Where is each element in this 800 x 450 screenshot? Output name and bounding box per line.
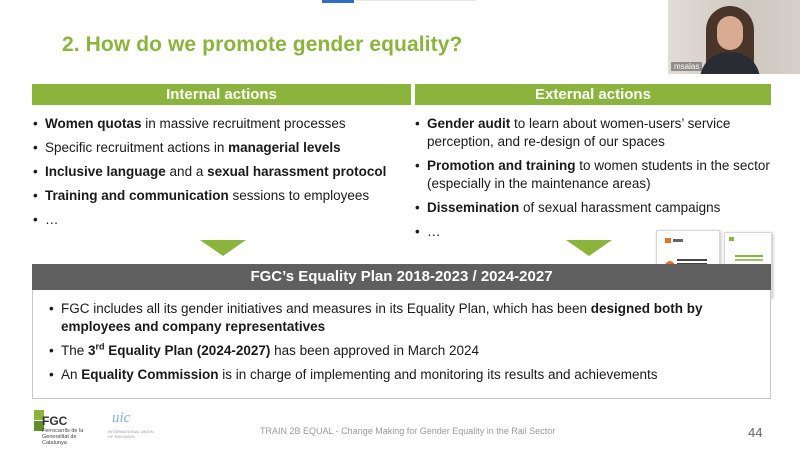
uic-logo-text: uic <box>112 410 131 426</box>
document-title-lines <box>677 259 707 261</box>
top-divider-line <box>356 0 476 1</box>
page-number: 44 <box>748 425 763 440</box>
list-item: • Dissemination of sexual harassment campaigns <box>415 199 775 217</box>
list-item: • FGC includes all its gender initiatives and measures in its Equality Plan, which has been designed both by employees and company representatives <box>49 300 739 336</box>
equality-plan-list <box>49 300 739 390</box>
uic-logo <box>108 408 158 438</box>
participant-video-tile[interactable] <box>668 0 800 74</box>
list-item: • Promotion and training to women students in the sector (especially in the maintenance areas) <box>415 157 775 193</box>
list-item: • Gender audit to learn about women-users’ service perception, and re-design of our spaces <box>415 115 775 151</box>
list-item: • … <box>33 211 403 229</box>
list-item: • Inclusive language and a sexual harassment protocol <box>33 163 403 181</box>
document-logo-text <box>673 239 683 242</box>
list-item: • The 3rd Equality Plan (2024-2027) has been approved in March 2024 <box>49 342 739 360</box>
slide-footer: TRAIN 2B EQUAL - Change Making for Gender Equality in the Rail Sector <box>260 426 556 436</box>
list-item: • … <box>415 223 775 241</box>
list-item: • An Equality Commission is in charge of implementing and monitoring its results and achievements <box>49 366 739 384</box>
list-item: • Specific recruitment actions in managerial levels <box>33 139 403 157</box>
participant-face <box>717 16 743 50</box>
fgc-logo <box>34 408 94 448</box>
document-logo-icon <box>729 237 734 241</box>
external-actions-header: External actions <box>415 84 771 105</box>
participant-name-label: msalas <box>671 62 702 71</box>
arrow-down-icon <box>566 240 612 256</box>
uic-logo-subtitle: INTERNATIONAL UNION OF RAILWAYS <box>108 429 154 439</box>
internal-actions-header: Internal actions <box>32 84 411 105</box>
slide-title: 2. How do we promote gender equality? <box>62 33 463 56</box>
list-item: • Women quotas in massive recruitment processes <box>33 115 403 133</box>
fgc-logo-subtitle: Ferrocarrils de la Generalitat de Catalunya <box>42 428 84 446</box>
fgc-logo-text: FGC <box>42 414 68 428</box>
equality-plan-header: FGC’s Equality Plan 2018-2023 / 2024-2027 <box>32 264 771 290</box>
top-accent-line <box>322 0 354 3</box>
document-logo-icon <box>665 238 671 243</box>
list-item: • Training and communication sessions to employees <box>33 187 403 205</box>
arrow-down-icon <box>200 240 246 256</box>
internal-actions-list <box>33 115 403 235</box>
document-heading-lines <box>735 255 763 257</box>
